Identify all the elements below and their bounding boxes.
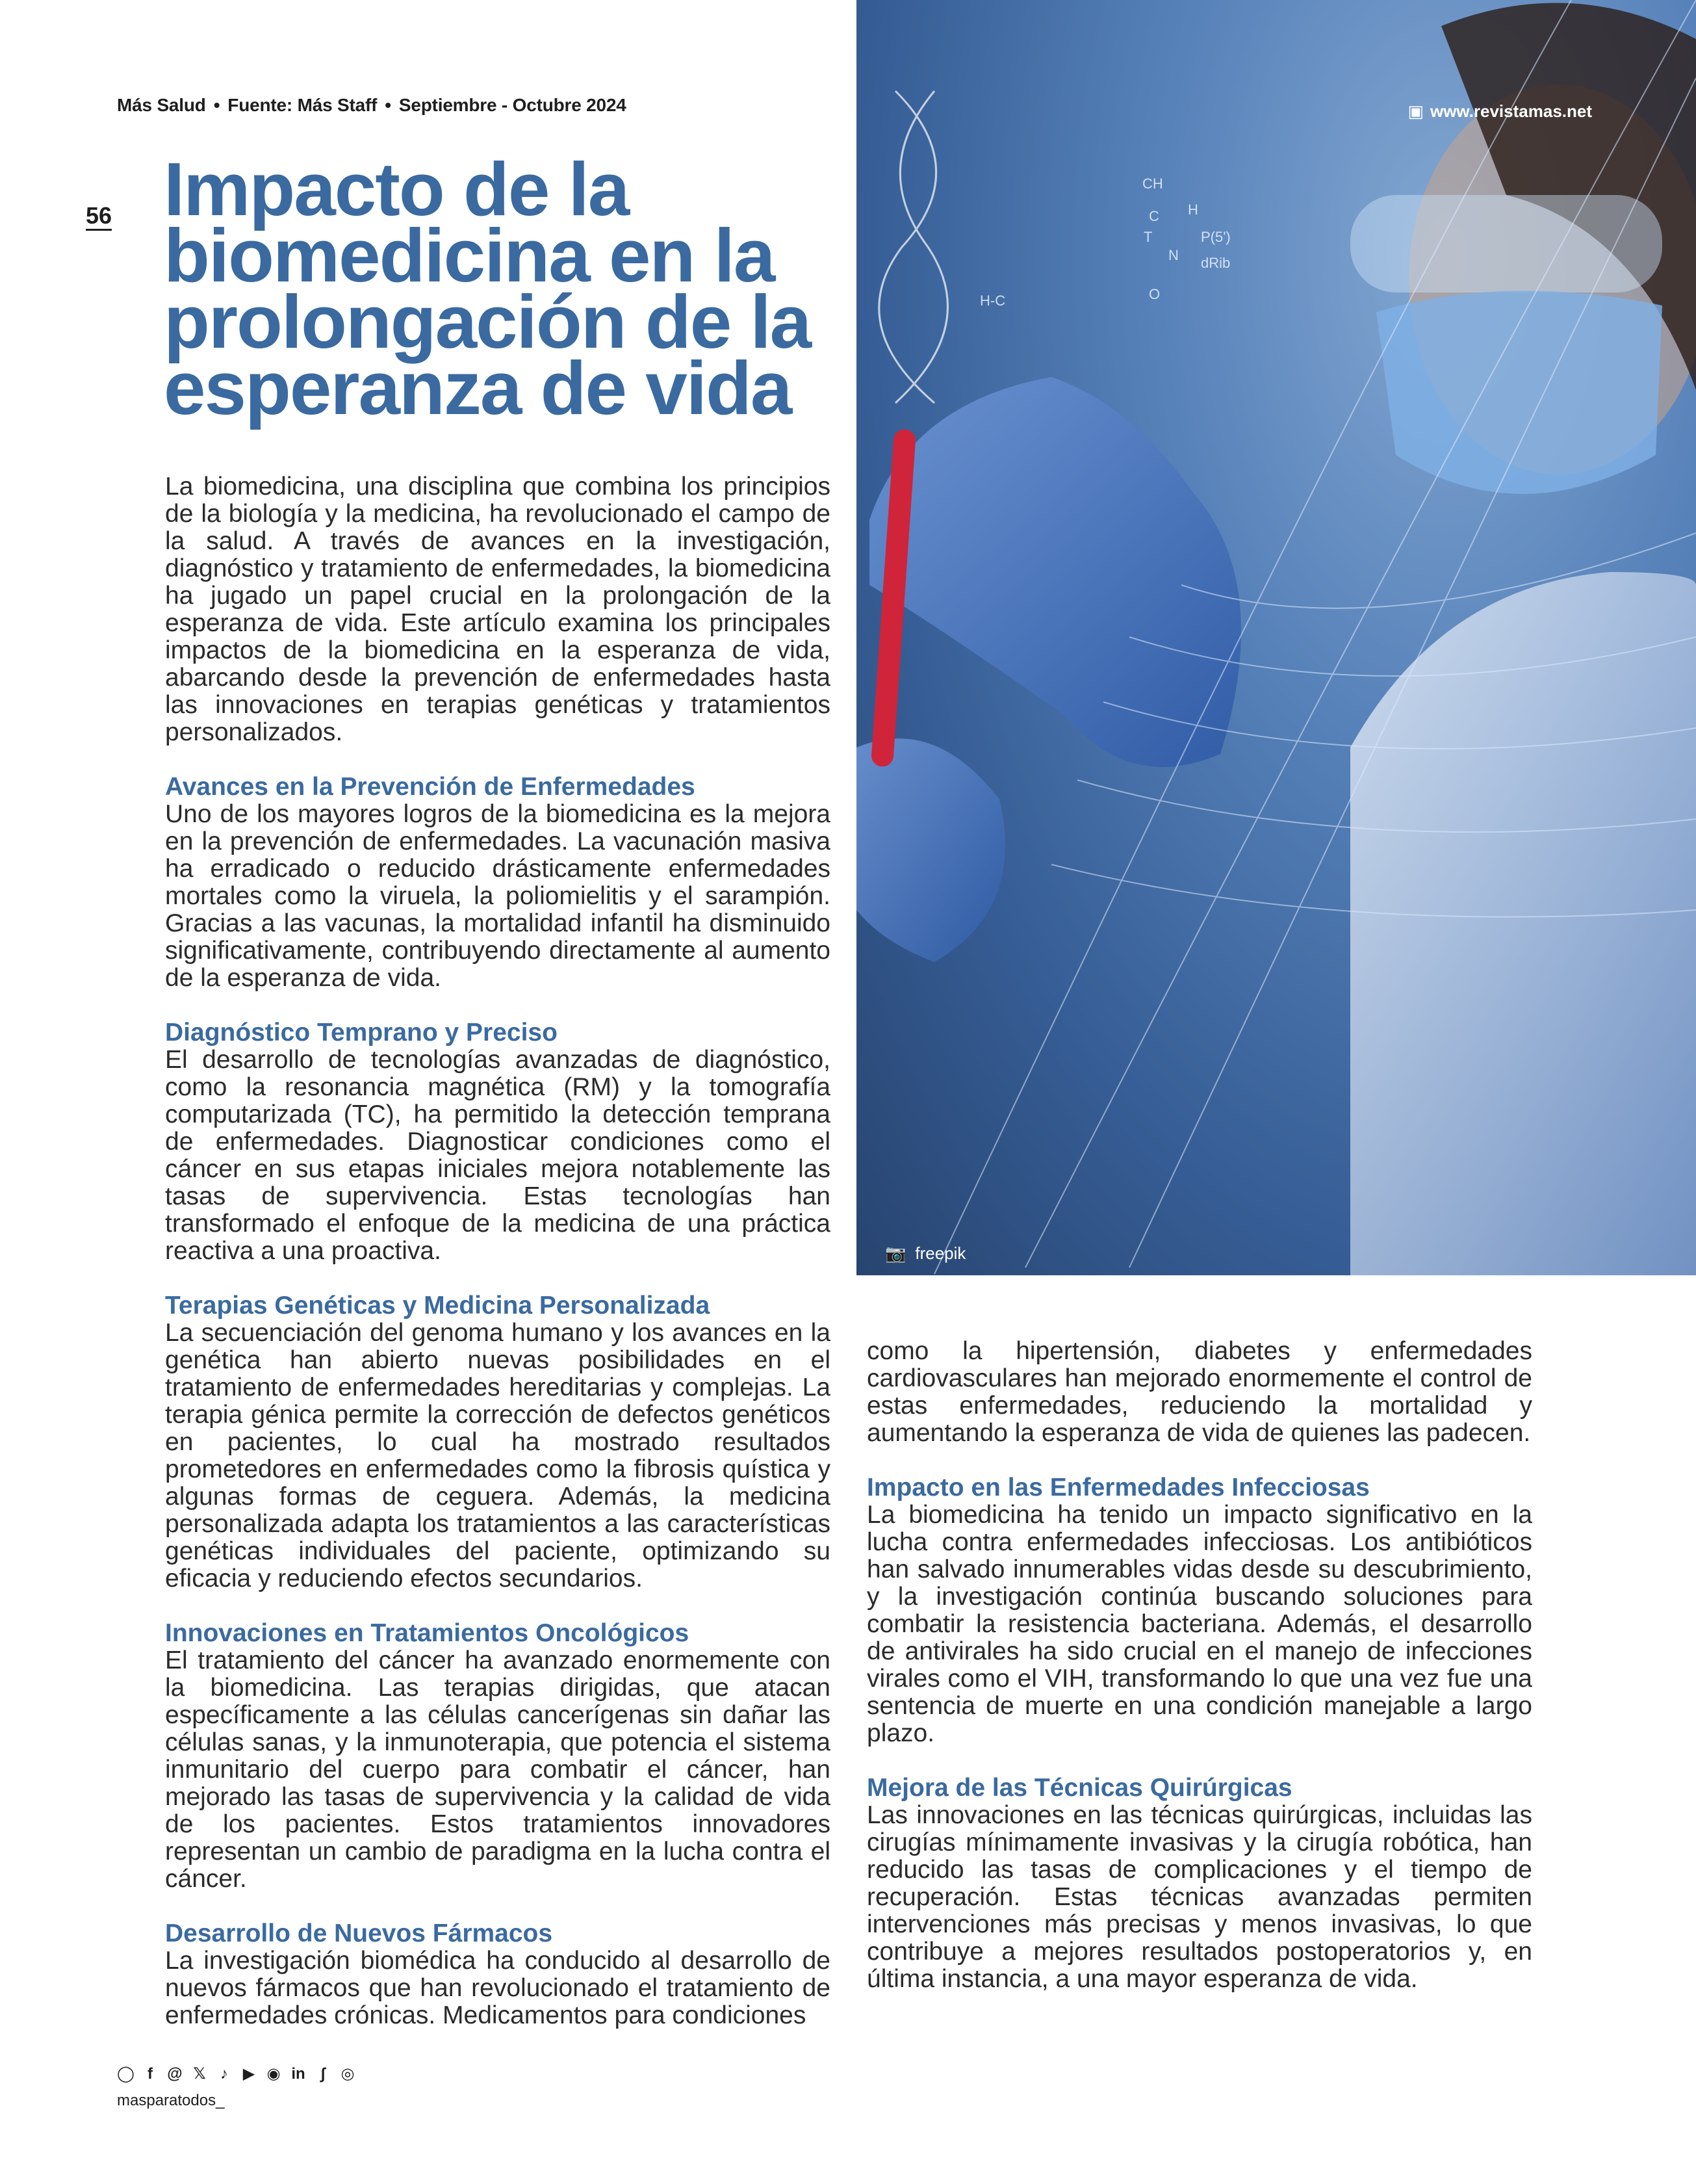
molecule-label: N (1168, 247, 1179, 263)
section-block (867, 1774, 1532, 1993)
facebook-icon[interactable]: f (148, 2065, 153, 2083)
molecule-label: H (1188, 202, 1198, 218)
section-body: La secuenciación del genoma humano y los avances en la genética han abierto nuevas posibilidades en el tratamiento de enfermedades hereditarias y complejas. La terapia génica permite la corrección de defectos genéticos en pacientes, lo cual ha mostrado resultados prometedores en enfermedades como la fibrosis quística y algunas formas de ceguera. Además, la medicina personalizada adapta los tratamientos a las características genéticas individuales del paciente, optimizando su eficacia y reduciendo efectos secundarios. (165, 1319, 830, 1592)
website-link[interactable] (1407, 101, 1592, 122)
section-body: El desarrollo de tecnologías avanzadas de diagnóstico, como la resonancia magnética (RM) y la tomografía computarizada (TC), ha permitido la detección temprana de enfermedades. Diagnosticar condiciones como el cáncer en sus etapas iniciales mejora notablemente las tasas de supervivencia. Estas tecnologías han transformado el enfoque de la medicina de una práctica reactiva a una proactiva. (165, 1046, 830, 1265)
section-body: Las innovaciones en las técnicas quirúrgicas, incluidas las cirugías mínimamente invasivas y la cirugía robótica, han reducido las tasas de complicaciones y el tiempo de recuperación. Estas técnicas avanzadas permiten intervenciones más precisas y menos invasivas, lo que contribuye a mejores resultados postoperatorios y, en última instancia, a una mayor esperanza de vida. (867, 1801, 1532, 1993)
x-icon[interactable]: 𝕏 (193, 2065, 206, 2083)
molecule-label: T (1144, 229, 1153, 245)
mask-shape (1376, 291, 1662, 494)
section-block (867, 1474, 1532, 1747)
section-block (165, 774, 830, 992)
section-body: La investigación biomédica ha conducido al desarrollo de nuevos fármacos que han revolucionado el tratamiento de enfermedades crónicas. Medicamentos para condiciones (165, 1947, 830, 2029)
web-icon: ▣ (1407, 101, 1424, 121)
page-header (117, 95, 626, 116)
molecule-label: H-C (980, 292, 1006, 309)
camera-icon: 📷 (885, 1243, 906, 1263)
section-body: El tratamiento del cáncer ha avanzado enormemente con la biomedicina. Las terapias dirigidas, que atacan específicamente a las células cancerígenas sin dañar las células sanas, y la inmunoterapia, que potencia el sistema inmunitario del cuerpo para combatir el cáncer, han mejorado las tasas de supervivencia y la calidad de vida de los pacientes. Estos tratamientos innovadores representan un cambio de paradigma en la lucha contra el cáncer. (165, 1646, 830, 1893)
website-url: www.revistamas.net (1430, 101, 1592, 121)
tiktok-icon[interactable]: ♪ (220, 2065, 228, 2083)
threads-icon[interactable]: @ (167, 2065, 183, 2083)
photo-credit (885, 1243, 966, 1264)
article-title: Impacto de la biomedicina en la prolongación de la esperanza de vida (164, 147, 811, 430)
social-handle[interactable]: masparatodos_ (117, 2092, 225, 2109)
youtube-icon[interactable]: ▶ (242, 2065, 255, 2083)
header-source: Fuente: Más Staff (227, 95, 378, 115)
section-body: Uno de los mayores logros de la biomedicina es la mejora en la prevención de enfermedades. La vacunación masiva ha erradicado o reducido drásticamente enfermedades mortales como la viruela, la poliomielitis y el sarampión. Gracias a las vacunas, la mortalidad infantil ha disminuido significativamente, contribuyendo directamente al aumento de la esperanza de vida. (165, 800, 830, 992)
hero-photo (856, 0, 1696, 1275)
header-date: Septiembre - Octubre 2024 (398, 95, 626, 115)
section-body: La biomedicina ha tenido un impacto significativo en la lucha contra enfermedades infecciosas. Los antibióticos han salvado innumerables vidas desde su descubrimiento, y la investigación continúa buscando soluciones para combatir la resistencia bacteriana. Además, el desarrollo de antivirales ha sido crucial en el manejo de infecciones virales como el VIH, transformando lo que una vez fue una sentencia de muerte en una condición manejable a largo plazo. (867, 1501, 1532, 1747)
molecule-label: P(5') (1201, 229, 1231, 245)
photo-credit-text: freepik (915, 1243, 966, 1263)
section-block (165, 1019, 830, 1265)
instagram-icon[interactable]: ◯ (117, 2065, 135, 2083)
intro-paragraph: La biomedicina, una disciplina que combina los principios de la biología y la medicina, ha revolucionado el campo de la salud. A través de avances en la investigación, diagnóstico y tratamiento de enfermedades, la biomedicina ha jugado un papel crucial en la prolongación de la esperanza de vida. Este artículo examina los principales impactos de la biomedicina en la esperanza de vida, abarcando desde la prevención de enfermedades hasta las innovaciones en terapias genéticas y tratamientos personalizados. (165, 473, 830, 746)
molecule-label: dRib (1201, 255, 1231, 271)
continuation-paragraph: como la hipertensión, diabetes y enfermedades cardiovasculares han mejorado enormemente el control de estas enfermedades, reduciendo la mortalidad y aumentando la esperanza de vida de quienes las padecen. (867, 1337, 1532, 1447)
photo-illustration (856, 0, 1696, 1275)
molecule-label: C (1149, 208, 1159, 224)
section-heading: Impacto en las Enfermedades Infecciosas (867, 1474, 1370, 1502)
section-heading: Innovaciones en Tratamientos Oncológicos (165, 1619, 689, 1647)
header-separator: • (213, 95, 220, 115)
right-column (867, 1338, 1532, 1993)
molecule-label: CH (1142, 176, 1163, 192)
left-column (165, 473, 830, 2029)
molecule-label: O (1149, 286, 1161, 302)
section-heading: Terapias Genéticas y Medicina Personalizada (165, 1292, 710, 1320)
linkedin-icon[interactable]: in (291, 2065, 305, 2083)
spotify-icon[interactable]: ◉ (266, 2065, 281, 2083)
lab-coat-shape (1350, 572, 1696, 1275)
section-heading: Diagnóstico Temprano y Preciso (165, 1019, 558, 1046)
section-heading: Desarrollo de Nuevos Fármacos (165, 1919, 553, 1947)
section-block (165, 1620, 830, 1893)
section-heading: Avances en la Prevención de Enfermedades (165, 773, 695, 801)
rss-icon[interactable]: ∫ (320, 2065, 326, 2083)
header-separator: • (385, 95, 391, 115)
section-block (165, 1292, 830, 1592)
section-block (165, 1920, 830, 2029)
section-heading: Mejora de las Técnicas Quirúrgicas (867, 1774, 1292, 1802)
header-section: Más Salud (117, 95, 206, 115)
podcast-icon[interactable]: ◎ (340, 2065, 355, 2083)
page-number: 56 (86, 203, 112, 231)
social-icons (117, 2066, 356, 2083)
